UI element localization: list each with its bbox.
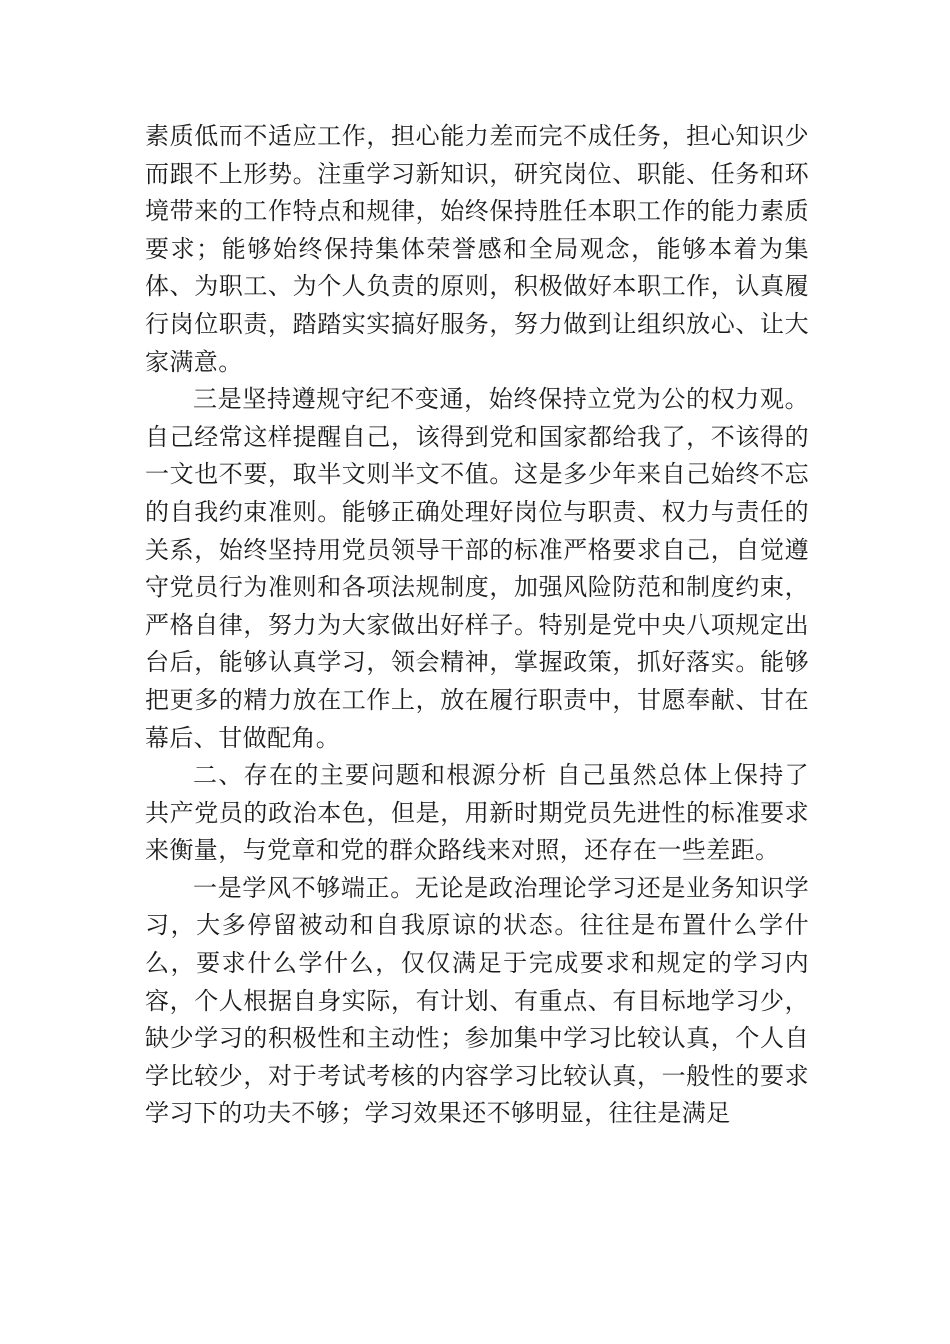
paragraph-discipline: 三是坚持遵规守纪不变通，始终保持立党为公的权力观。自己经常这样提醒自己，该得到党和国家都给我了，不该得的一文也不要，取半文则半文不值。这是多少年来自己始终不忘的自我约束准则。能够正确处理好岗位与职责、权力与责任的关系，始终坚持用党员领导干部的标准严格要求自己，自觉遵守党员行为准则和各项法规制度，加强风险防范和制度约束，严格自律，努力为大家做出好样子。特别是党中央八项规定出台后，能够认真学习，领会精神，掌握政策，抓好落实。能够把更多的精力放在工作上，放在履行职责中，甘愿奉献、甘在幕后、甘做配角。 bbox=[145, 385, 809, 752]
paragraph-problems-heading: 二、存在的主要问题和根源分析 自己虽然总体上保持了共产党员的政治本色，但是，用新时期党员先进性的标准要求来衡量，与党章和党的群众路线来对照，还存在一些差距。 bbox=[145, 761, 809, 865]
paragraph-continuation: 素质低而不适应工作，担心能力差而完不成任务，担心知识少而跟不上形势。注重学习新知识，研究岗位、职能、任务和环境带来的工作特点和规律，始终保持胜任本职工作的能力素质要求；能够始终保持集体荣誉感和全局观念，能够本着为集体、为职工、为个人负责的原则，积极做好本职工作，认真履行岗位职责，踏踏实实搞好服务，努力做到让组织放心、让大家满意。 bbox=[145, 122, 809, 376]
paragraph-study-style: 一是学风不够端正。无论是政治理论学习还是业务知识学习，大多停留被动和自我原谅的状态。往往是布置什么学什么，要求什么学什么，仅仅满足于完成要求和规定的学习内容，个人根据自身实际，有计划、有重点、有目标地学习少，缺少学习的积极性和主动性；参加集中学习比较认真，个人自学比较少，对于考试考核的内容学习比较认真，一般性的要求学习下的功夫不够；学习效果还不够明显，往往是满足 bbox=[145, 873, 809, 1128]
document-body bbox=[145, 118, 809, 1133]
